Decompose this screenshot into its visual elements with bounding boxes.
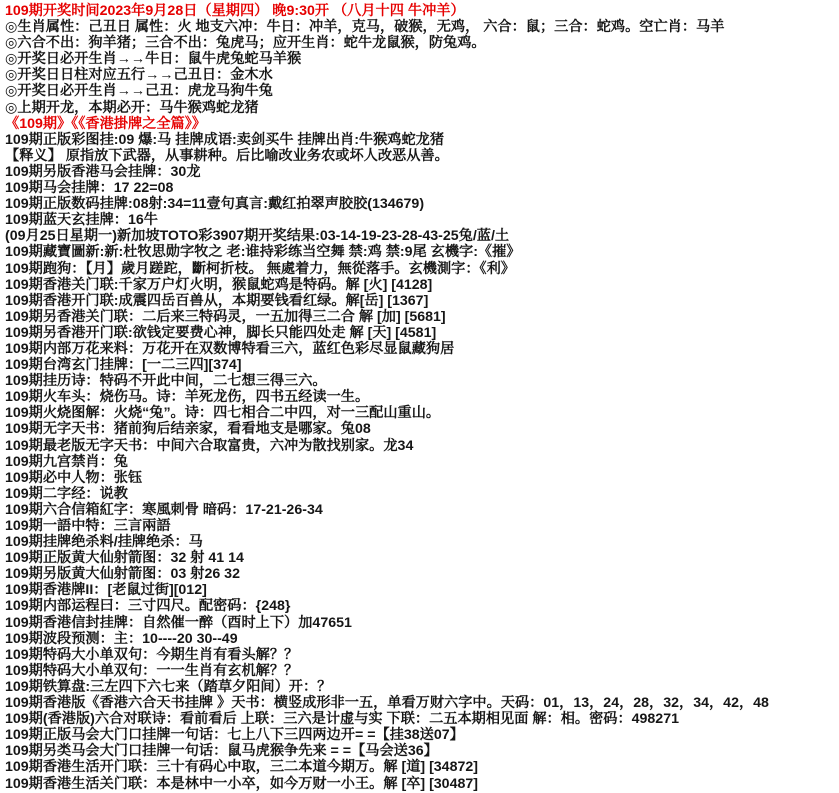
- info-line: 109期挂牌绝杀料/挂牌绝杀：马: [5, 534, 203, 551]
- draw-time-header: 109期开奖时间2023年9月28日（星期四） 晚9:30开 （八月十四 牛冲羊）: [5, 3, 465, 19]
- info-line: 109期特码大小单双句：一一生肖有玄机解？？: [5, 662, 299, 679]
- info-line: 109期蓝天玄挂牌：16牛: [5, 212, 158, 229]
- info-line: 109期香港版《香港六合天书挂牌 》天书：横竖成形非一五，单看万财六字中。天码：01，13，24，28，32，34，42，48: [5, 695, 769, 712]
- issue-title-banner: 《109期》《《香港掛牌之全篇》》: [5, 115, 206, 132]
- info-line: 109期正版马会大门口挂牌一句话：七上八下三四两边开= =【挂38送07】: [5, 727, 464, 744]
- info-line: 109期香港牌II：[老鼠过街][012]: [5, 582, 207, 599]
- info-line: 109期一語中特：三言兩語: [5, 518, 171, 534]
- info-line: 109期正版数码挂牌:08射:34=11壹句真言:戴红拍翠声胶胶(134679): [5, 196, 425, 213]
- info-line: 109期台湾玄门挂牌：[一二三四][374]: [5, 357, 242, 374]
- info-line: 109期特码大小单双句：今期生肖有看头解？？: [5, 646, 299, 663]
- info-line: 109期香港生活开门联：三十有码心中取，三二本道今期万。解 [道] [34872]: [5, 759, 478, 776]
- info-line: 109期另类马会大门口挂牌一句话：鼠马虎猴争先来 = =【马会送36】: [5, 743, 438, 760]
- info-line: 109期六合信箱紅字：寒風刺骨 暗码：17-21-26-34: [5, 501, 323, 518]
- zodiac-attr-line: ◎生肖属性：己丑日 属性：火 地支六冲：牛日：冲羊，克马，破猴，无鸡， 六合：鼠；三合：蛇鸡。空亡肖：马羊: [5, 19, 725, 36]
- info-line: 109期(香港版)六合对联诗：看前看后 上联：三六是计虚与实 下联：二五本期相见面 解：相。密码：498271: [5, 711, 679, 728]
- info-line: 109期最老版无字天书：中间六合取富贵，六冲为散找别家。龙34: [5, 437, 414, 454]
- info-line: 109期另香港开门联:欲钱定要费心神，脚长只能四处走 解 [天] [4581]: [5, 324, 437, 341]
- info-line: 109期火烧图解：火烧“兔”。诗：四七相合二中四，对一三配山重山。: [5, 405, 441, 422]
- info-line: 109期内部万花来料：万花开在双数博特看三六，蓝红色彩尽显鼠藏狗居: [5, 340, 455, 357]
- info-line: ◎上期开龙，本期必开：马牛猴鸡蛇龙猪: [5, 99, 259, 116]
- info-line: (09月25日星期一)新加坡TOTO彩3907期开奖结果:03-14-19-23-28-43-25兔/蓝/土: [5, 228, 510, 245]
- info-line: 109期马会挂牌：17 22=08: [5, 180, 174, 197]
- info-line: ◎开奖日必开生肖→→己丑：虎龙马狗牛兔: [5, 83, 273, 100]
- info-line: 109期正版黄大仙射箭图：32 射 41 14: [5, 550, 244, 567]
- info-line: 109期九宫禁肖：兔: [5, 453, 128, 470]
- info-line: 109期无字天书：猪前狗后结亲家，看看地支是哪家。兔08: [5, 421, 371, 438]
- info-line: 109期香港生活关门联：本是林中一小卒，如今万财一小王。解 [卒] [30487]: [5, 775, 478, 792]
- info-line: ◎开奖日日柱对应五行→→己丑日：金木水: [5, 67, 273, 84]
- info-line: ◎六合不出：狗羊猪；三合不出：兔虎马；应开生肖：蛇牛龙鼠猴，防兔鸡。: [5, 35, 486, 52]
- info-line: 109期另版黄大仙射箭图：03 射26 32: [5, 566, 240, 583]
- info-line: 109期跑狗：【月】歲月蹉跎，斷柯折枝。 無處着力，無從落手。玄機測字：《利》: [5, 260, 515, 277]
- info-line: 【释义】 原指放下武器，从事耕种。后比喻改业务农或坏人改恶从善。: [5, 147, 449, 164]
- info-line: ◎开奖日必开生肖→→牛日：鼠牛虎兔蛇马羊猴: [5, 51, 302, 68]
- info-line: 109期必中人物：张钰: [5, 469, 143, 486]
- info-line: 109期二字经：说教: [5, 485, 128, 502]
- info-line: 109期挂历诗：特码不开此中间，二七想三得三六。: [5, 373, 327, 390]
- info-line: 109期藏寶圖新:新:杜牧思勋字牧之 老:谁持彩练当空舞 禁:鸡 禁:9尾 玄機字:《摧》: [5, 244, 521, 261]
- info-line: 109期香港信封挂牌：自然催一醉（酉时上下）加47651: [5, 614, 352, 631]
- info-line: 109期正版彩图挂:09 爆:马 挂牌成语:卖剑买牛 挂牌出肖:牛猴鸡蛇龙猪: [5, 131, 445, 148]
- info-line: 109期香港开门联:成震四岳百兽从，本期要钱看红绿。解[岳] [1367]: [5, 292, 429, 309]
- info-line: 109期火车头：烧伤马。诗：羊死龙伤，四书五经读一生。: [5, 389, 370, 406]
- info-line: 109期波段预测：主：10----20 30--49: [5, 630, 238, 647]
- info-line: 109期内部运程曰：三寸四尺。配密码：{248}: [5, 598, 291, 615]
- info-line: 109期另版香港马会挂牌：30龙: [5, 163, 201, 180]
- info-line: 109期铁算盘:三左四下六七来（踏草夕阳间）开：？: [5, 678, 332, 695]
- info-line: 109期另香港关门联：二后来三特码灵，一五加得三二合 解 [加] [5681]: [5, 308, 446, 325]
- info-line: 109期香港关门联:千家万户灯火明，猴鼠蛇鸡是特码。解 [火] [4128]: [5, 276, 433, 293]
